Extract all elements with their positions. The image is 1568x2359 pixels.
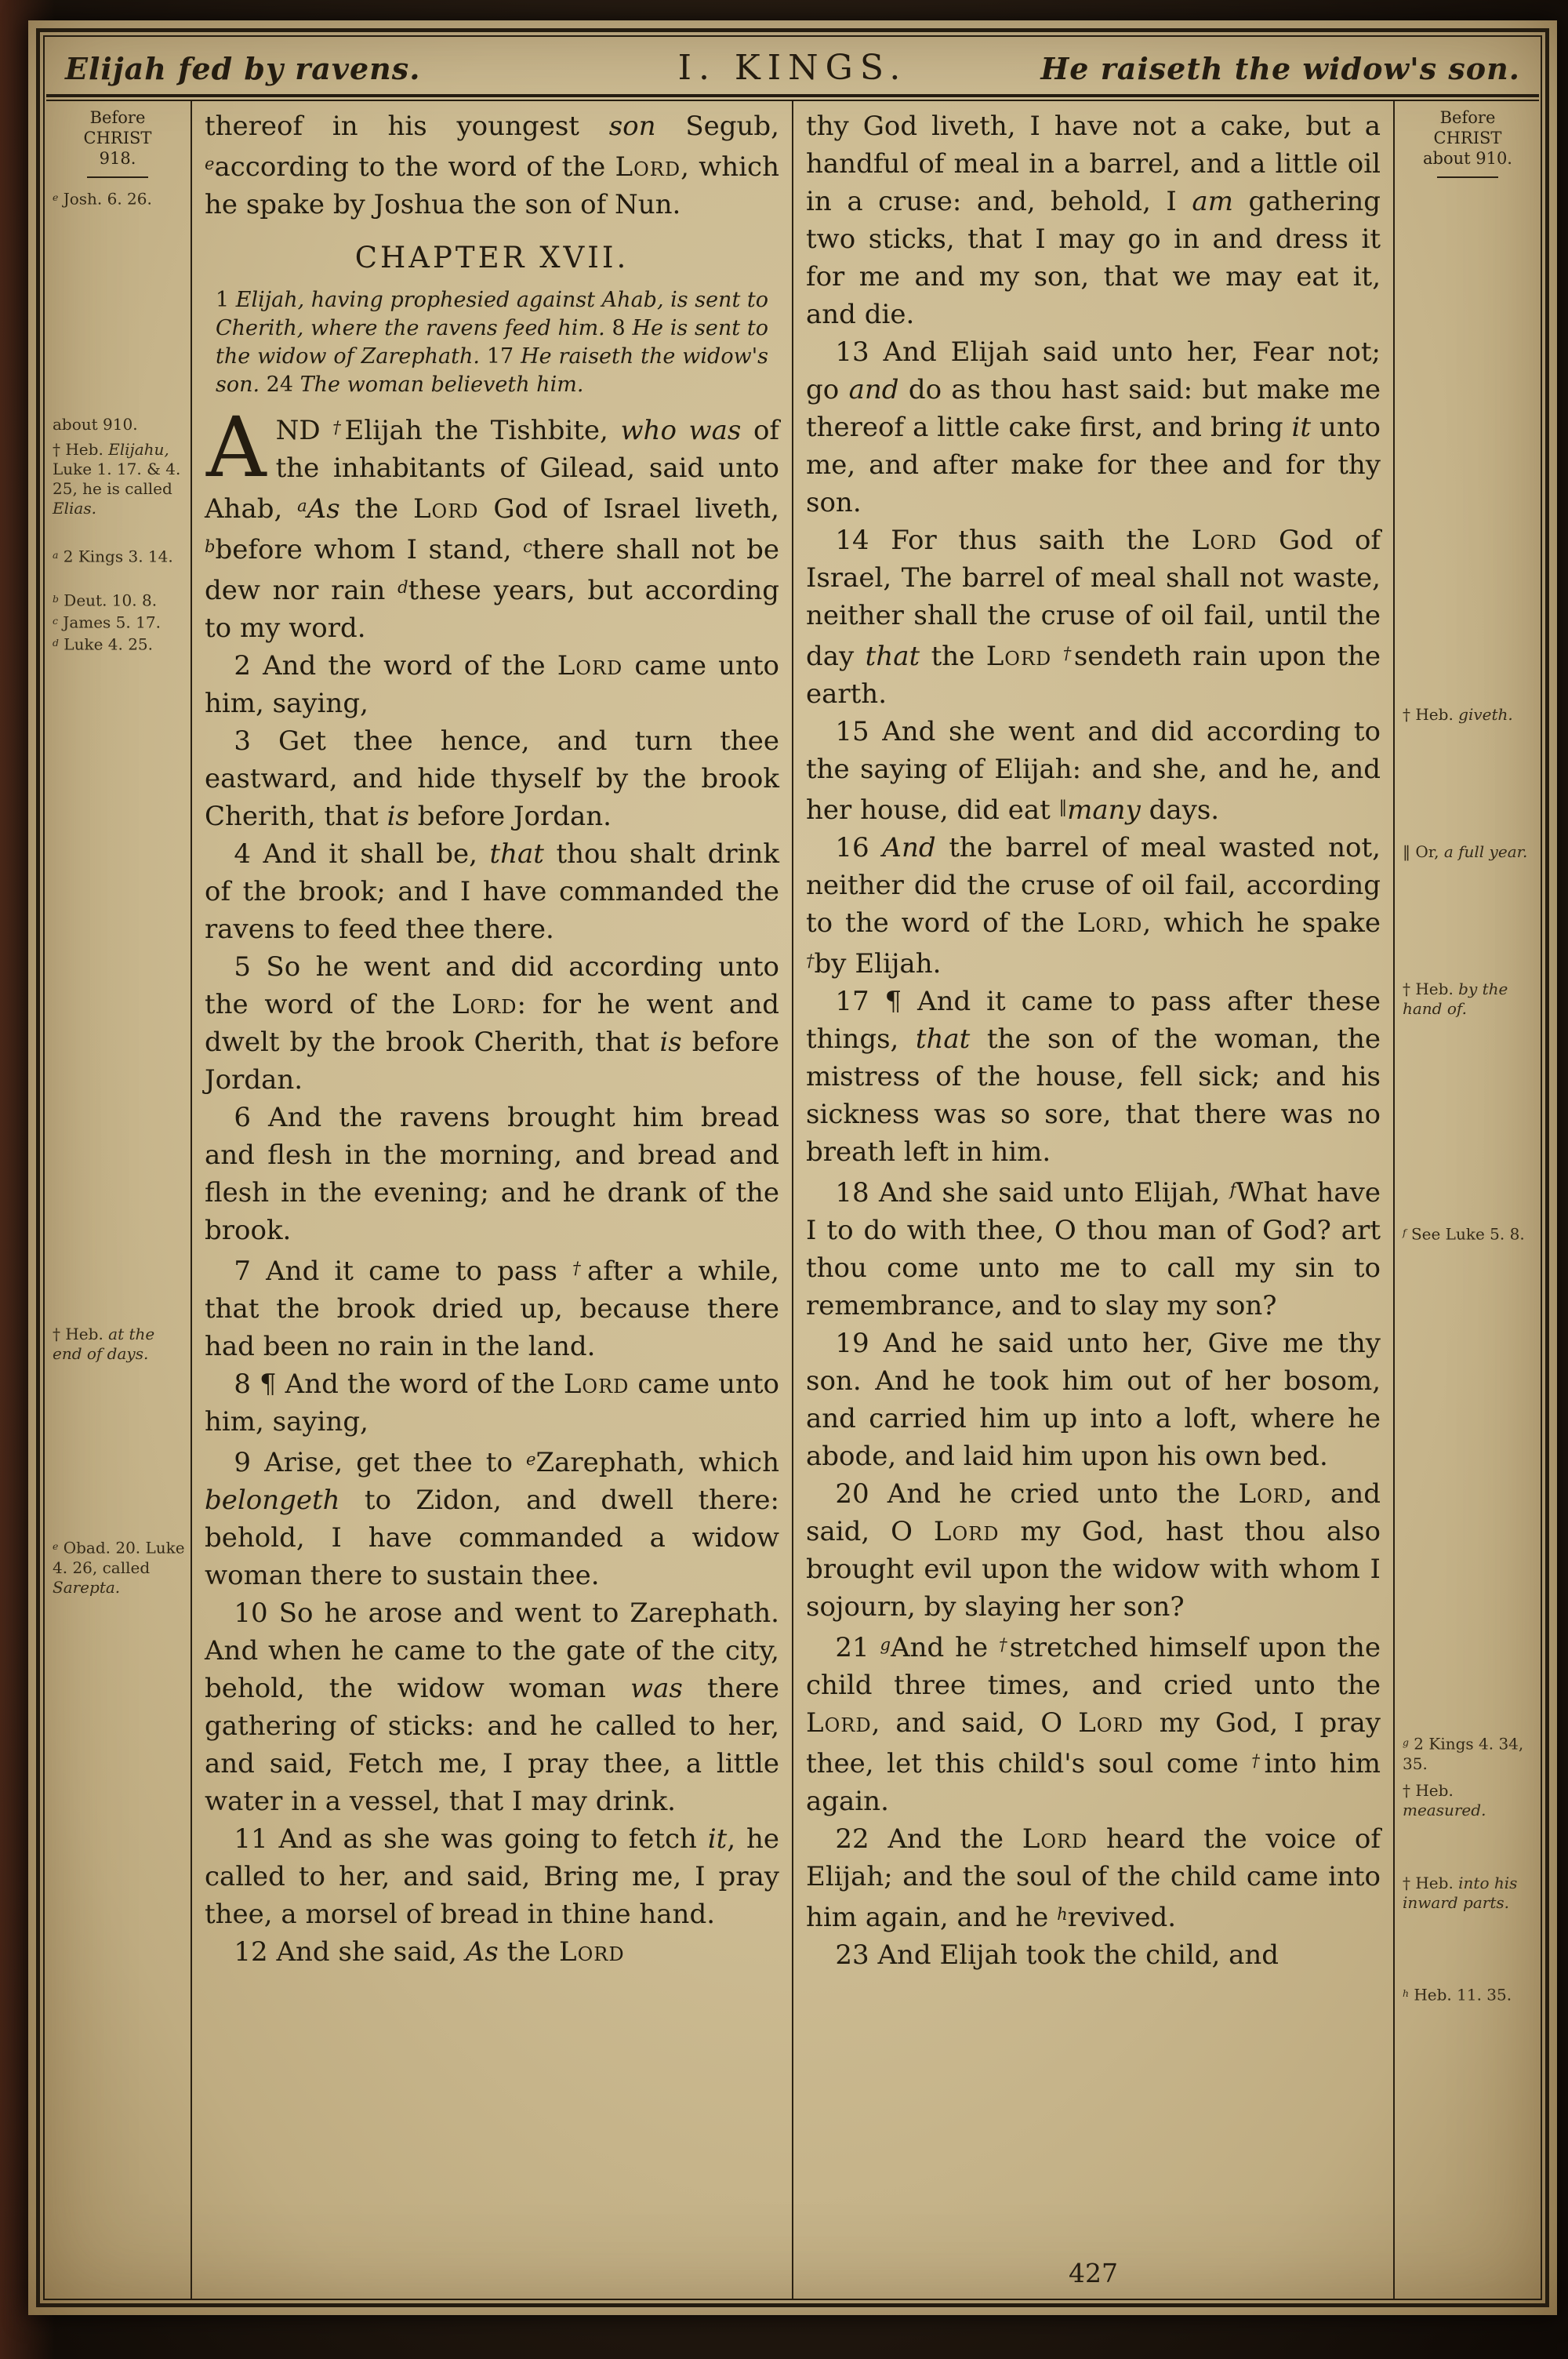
running-head-left: Elijah fed by ravens. [65,51,421,86]
verse-17: 17 ¶ And it came to pass after these things, that the son of the woman, the mistress of the house, fell sick; and his sickness was so sore, that there was no breath left in him. [806,986,1381,1168]
margin-note-heb-giveth: † Heb. giveth. [1403,705,1513,724]
verse-14: 14 For thus saith the Lord God of Israel, The barrel of meal shall not waste, neither shall the cruse of oil fail, until the day that the Lord †sendeth rain upon the earth. [806,525,1381,710]
page-frame-outer [36,28,1549,2307]
bc-right-rule [1437,176,1498,178]
margin-note-deut: $^b$ Deut. 10. 8. [53,591,158,610]
right-margin-column [1395,101,1541,2299]
margin-note-james: $^c$ James 5. 17. [53,612,161,632]
margin-note-heb-elijahu: † Heb. Elijahu, Luke 1. 17. & 4. 25, he is called Elias. [53,440,181,518]
before-christ-left [45,107,191,178]
verse-1 [205,399,779,647]
bc-left-line2: CHRIST [83,129,152,147]
verse-16: 16 And the barrel of meal wasted not, neither did the cruse of oil fail, according to the word of the Lord, which he spake †by Elijah. [806,832,1381,980]
bc-left-line1: Before [89,108,146,127]
running-head-right: He raiseth the widow's son. [1040,51,1520,86]
margin-note-or-full-year: ‖ Or, a full year. [1403,842,1528,861]
verse-9: 9 Arise, get thee to $^e$Zarephath, which belongeth to Zidon, and dwell there: behold, I have commanded a widow woman there to sustain thee. [205,1447,779,1591]
margin-note-inward-parts: † Heb. into his inward parts. [1403,1874,1518,1912]
right-text-column [793,101,1393,2299]
before-christ-right [1395,107,1541,178]
verse-23: 23 And Elijah took the child, and [835,1939,1279,1971]
verse-6: 6 And the ravens brought him bread and flesh in the morning, and bread and flesh in the evening; and he drank of the brook. [205,1102,779,1246]
verse-19: 19 And he said unto her, Give me thy son. And he took him out of her bosom, and carried him up into a loft, where he abode, and laid him upon his own bed. [806,1328,1381,1472]
bc-right-line1: Before [1439,108,1496,127]
margin-note-2-kings: $^a$ 2 Kings 3. 14. [53,547,173,566]
verse-12: 12 And she said, As the Lord [234,1936,625,1968]
verse-21: 21 $^g$And he †stretched himself upon the child three times, and cried unto the Lord, and said, O Lord my God, I pray thee, let this child's soul come †into him again. [806,1632,1381,1817]
bc-left-line3: 918. [99,149,136,168]
verse-8: 8 ¶ And the word of the Lord came unto him, saying, [205,1369,780,1438]
bc-right-line3: about 910. [1422,149,1512,168]
verse-22: 22 And the Lord heard the voice of Elijah; and the soul of the child came into him again, and he $^h$revived. [806,1823,1381,1933]
verse-2: 2 And the word of the Lord came unto him, saying, [205,650,780,719]
drop-cap: A [206,399,267,496]
chapter-summary: 1 Elijah, having prophesied against Ahab, is sent to Cherith, where the ravens feed him. 8 He is sent to the widow of Zarephath. 17 He raiseth the widow's son. 24 The woman believeth him. [216,288,769,397]
continuation-paragraph-right: thy God liveth, I have not a cake, but a handful of meal in a barrel, and a little oil in a cruse: and, behold, I am gathering two sticks, that I may go in and dress it for me and my son, that we may eat it, and die. [806,111,1381,330]
verse-15: 15 And she went and did according to the saying of Elijah: and she, and he, and her house, did eat ‖many days. [806,716,1381,826]
verse-20: 20 And he cried unto the Lord, and said, O Lord my God, hast thou also brought evil upon the widow with whom I sojourn, by slaying her son? [806,1478,1381,1623]
verse-18: 18 And she said unto Elijah, $^f$What have I to do with thee, O thou man of God? art thou come unto me to call my sin to remembrance, and to slay my son? [806,1177,1381,1321]
page-content [45,101,1541,2299]
verse-11: 11 And as she was going to fetch it, he called to her, and said, Bring me, I pray thee, a morsel of bread in thine hand. [205,1823,779,1930]
verse-4: 4 And it shall be, that thou shalt drink of the brook; and I have commanded the ravens to feed thee there. [205,838,779,945]
margin-note-josh: $^e$ Josh. 6. 26. [53,189,152,209]
margin-note-by-the-hand: † Heb. by the hand of. [1403,980,1508,1018]
margin-note-obad: $^e$ Obad. 20. Luke 4. 26, called Sarepta. [53,1538,185,1597]
margin-note-luke-4-25: $^d$ Luke 4. 25. [53,634,154,654]
verse-3: 3 Get thee hence, and turn thee eastward, and hide thyself by the brook Cherith, that is before Jordan. [205,725,779,832]
chapter-heading: CHAPTER XVII. [354,241,630,274]
margin-note-end-of-days: † Heb. at the end of days. [53,1325,155,1363]
margin-note-see-luke: $^f$ See Luke 5. 8. [1403,1224,1525,1244]
verse-10: 10 So he arose and went to Zarephath. And when he came to the gate of the city, behold, the widow woman was there gathering of sticks: and he called to her, and said, Fetch me, I pray thee, a little water in a vessel, that I may drink. [205,1598,780,1817]
verse-7: 7 And it came to pass †after a while, that the brook dried up, because there had been no rain in the land. [205,1256,779,1362]
bible-page [28,20,1557,2315]
running-head-title: I. KINGS. [677,48,908,88]
page-frame-inner [43,35,1542,2300]
page-number: 427 [1069,2258,1118,2288]
margin-note-heb-measured: † Heb. measured. [1403,1781,1486,1819]
header-divider-rule [46,94,1539,101]
verse-5: 5 So he went and did according unto the word of the Lord: for he went and dwelt by the brook Cherith, that is before Jordan. [205,951,780,1096]
running-head [45,37,1541,94]
bc-right-line2: CHRIST [1433,129,1502,147]
margin-note-about-910: about 910. [53,415,138,434]
continuation-paragraph: thereof in his youngest son Segub, $^e$according to the word of the Lord, which he spake by Joshua the son of Nun. [205,111,779,220]
verse-1-text: ND †Elijah the Tishbite, who was of the inhabitants of Gilead, said unto Ahab, $^a$As the Lord God of Israel liveth, $^b$before whom I stand, $^c$there shall not be dew nor rain $^d$these years, but according to my word. [205,415,779,644]
margin-note-heb-11-35: $^h$ Heb. 11. 35. [1403,1985,1512,2005]
verse-13: 13 And Elijah said unto her, Fear not; go and do as thou hast said: but make me thereof a little cake first, and bring it unto me, and after make for thee and for thy son. [806,336,1381,518]
bc-left-rule [87,176,148,178]
left-text-column [192,101,792,2299]
margin-note-2-kings-4: $^g$ 2 Kings 4. 34, 35. [1403,1734,1524,1773]
left-margin-column [45,101,191,2299]
